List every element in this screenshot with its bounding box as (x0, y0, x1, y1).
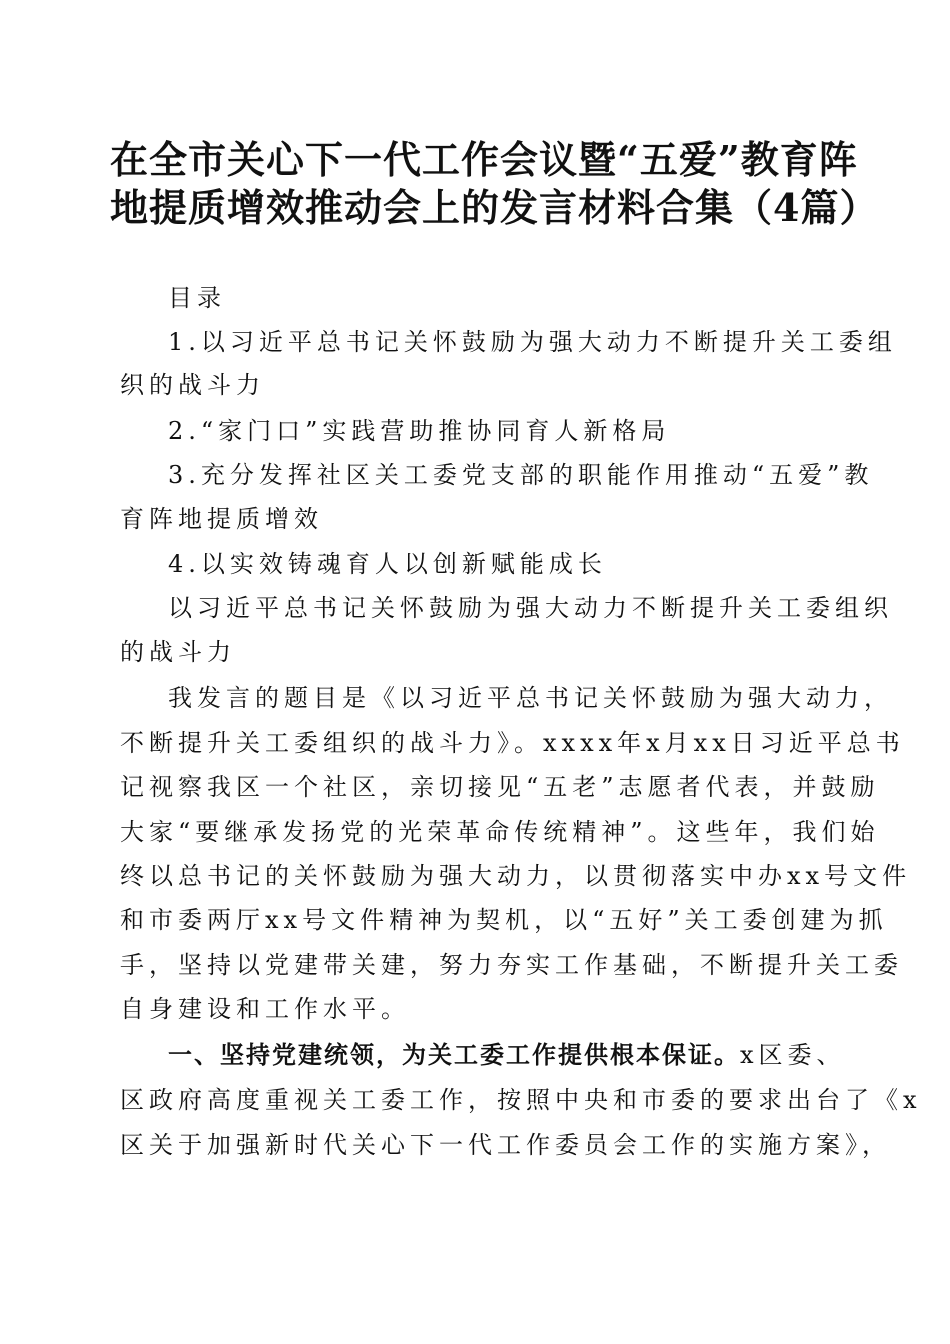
section-title-line-2: 的战斗力 (120, 638, 236, 666)
paragraph-2-first-line-rest: x区委、 (740, 1041, 846, 1069)
paragraph-line: 区关于加强新时代关心下一代工作委员会工作的实施方案》， (120, 1131, 891, 1159)
paragraph-line: 终以总书记的关怀鼓励为强大动力，以贯彻落实中办xx号文件 (120, 862, 912, 890)
paragraph-line: 和市委两厅xx号文件精神为契机，以“五好”关工委创建为抓 (120, 906, 888, 934)
paragraph-line: 大家“要继承发扬党的光荣革命传统精神”。这些年，我们始 (120, 818, 880, 846)
paragraph-line: 不断提升关工委组织的战斗力》。xxxx年x月xx日习近平总书 (120, 729, 905, 757)
paragraph-2-heading: 一、坚持党建统领，为关工委工作提供根本保证。 (168, 1040, 740, 1069)
toc-heading: 目录 (168, 284, 226, 312)
paragraph-line: 区政府高度重视关工委工作，按照中央和市委的要求出台了《x (120, 1086, 922, 1114)
toc-item-1-line-1: 1.以习近平总书记关怀鼓励为强大动力不断提升关工委组 (168, 328, 897, 356)
document-title-line-2: 地提质增效推动会上的发言材料合集（4篇） (110, 185, 879, 230)
toc-item-2: 2.“家门口”实践营助推协同育人新格局 (168, 417, 671, 445)
paragraph-line: 我发言的题目是《以习近平总书记关怀鼓励为强大动力， (168, 684, 893, 712)
section-title-line-1: 以习近平总书记关怀鼓励为强大动力不断提升关工委组织 (168, 594, 893, 622)
paragraph-line: 手，坚持以党建带关建，努力夯实工作基础，不断提升关工委 (120, 951, 903, 979)
paragraph-2-first-line (168, 1040, 846, 1070)
toc-item-4: 4.以实效铸魂育人以创新赋能成长 (168, 550, 607, 578)
document-title-line-1: 在全市关心下一代工作会议暨“五爱”教育阵 (110, 137, 858, 182)
toc-item-3-line-2: 育阵地提质增效 (120, 505, 323, 533)
paragraph-line: 记视察我区一个社区，亲切接见“五老”志愿者代表，并鼓励 (120, 773, 880, 801)
paragraph-line: 自身建设和工作水平。 (120, 995, 410, 1023)
toc-item-1-line-2: 织的战斗力 (120, 371, 265, 399)
toc-item-3-line-1: 3.充分发挥社区关工委党支部的职能作用推动“五爱”教 (168, 461, 874, 489)
